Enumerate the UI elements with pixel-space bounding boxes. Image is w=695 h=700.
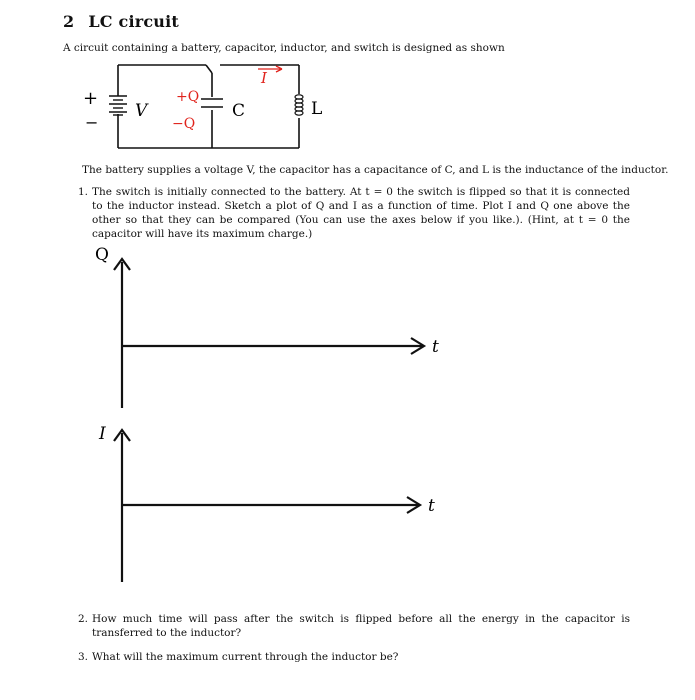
battery-plus-sign: +: [83, 88, 99, 109]
question-3-text: What will the maximum current through the inductor be?: [92, 651, 399, 663]
inductor-coil: [295, 95, 303, 115]
q-plot: [114, 259, 424, 408]
section-title: LC circuit: [88, 12, 179, 31]
question-2-number: 2.: [78, 613, 89, 625]
inductor-label: L: [311, 99, 323, 119]
capacitor-label: C: [232, 101, 246, 121]
i-time-label: t: [428, 496, 435, 516]
description-text: The battery supplies a voltage V, the capacitor has a capacitance of C, and L is the inductance of the inductor.: [82, 164, 669, 176]
plot-axes: [0, 240, 695, 590]
battery-minus-sign: −: [85, 113, 99, 132]
i-axis-label: I: [99, 424, 106, 444]
q-axis-label: Q: [95, 245, 109, 265]
voltage-label: V: [135, 101, 148, 121]
question-1-text: The switch is initially connected to the battery. At t = 0 the switch is flipped so that it is connected to the inductor instead. Sketch a plot of Q and I as a function of time. Plot I and Q one above the other so that they can be compared (You can use the axes below if you like.). (Hint, at t = 0 the capacitor will have its maximum charge.): [92, 186, 630, 240]
q-time-label: t: [432, 337, 439, 357]
question-2-text: How much time will pass after the switch is flipped before all the energy in the capacitor is transferred to the inductor?: [92, 613, 630, 639]
capacitor-plus-charge: +Q: [176, 89, 200, 105]
current-label: I: [261, 69, 267, 87]
switch-blade: [206, 65, 212, 73]
question-3-number: 3.: [78, 651, 89, 663]
capacitor-minus-charge: −Q: [172, 116, 196, 132]
i-plot: [114, 430, 420, 582]
question-3: [78, 650, 630, 664]
section-number: 2: [63, 12, 75, 31]
intro-text: A circuit containing a battery, capacitor, inductor, and switch is designed as shown: [63, 42, 505, 54]
capacitor-symbol: [201, 99, 223, 107]
section-heading: [63, 12, 179, 31]
question-1-number: 1.: [78, 186, 89, 198]
circuit-diagram: [0, 55, 695, 165]
battery-symbol: [109, 96, 127, 115]
question-2: [78, 612, 630, 640]
question-1: [78, 185, 630, 241]
